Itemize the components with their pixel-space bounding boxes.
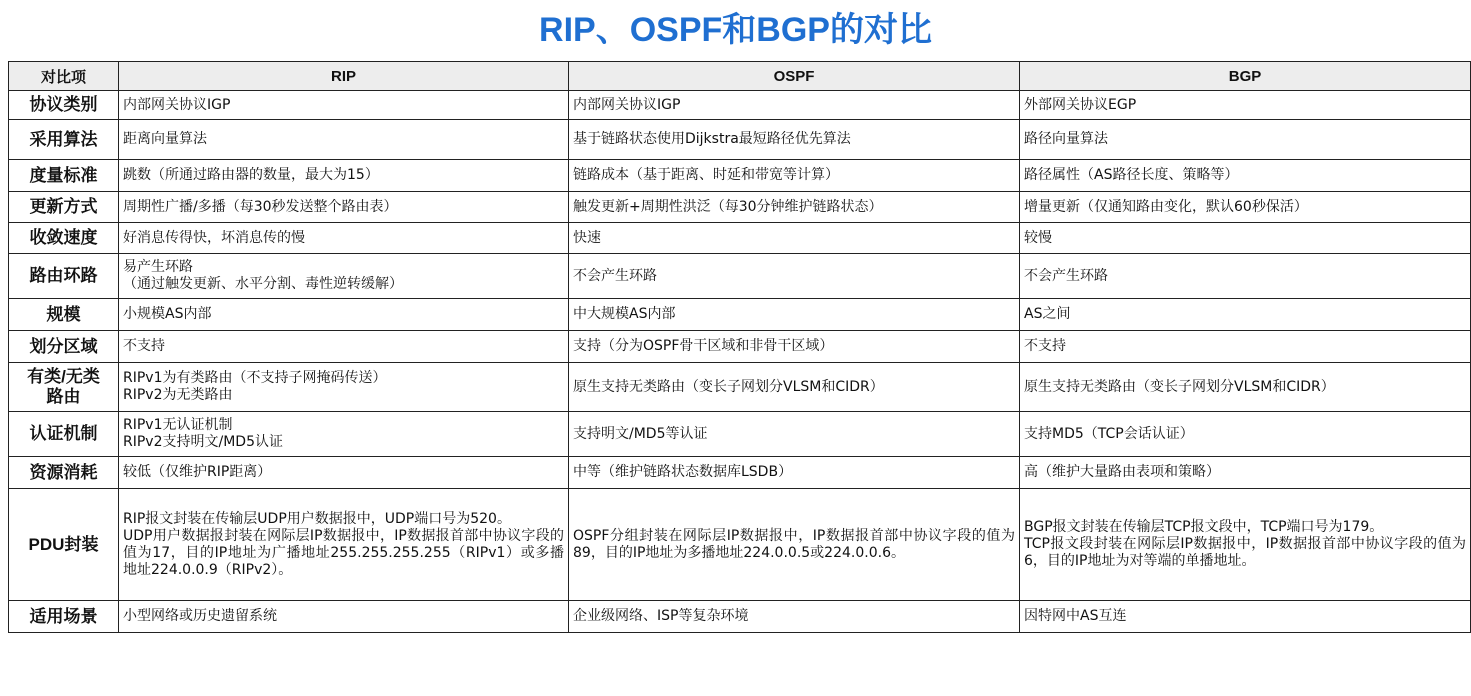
ospf-cell: 触发更新+周期性洪泛（每30分钟维护链路状态） — [569, 192, 1020, 223]
ospf-cell: 不会产生环路 — [569, 254, 1020, 299]
ospf-cell: 企业级网络、ISP等复杂环境 — [569, 601, 1020, 633]
table-row — [9, 363, 1471, 412]
rip-cell: 距离向量算法 — [119, 120, 569, 160]
ospf-cell: 中大规模AS内部 — [569, 299, 1020, 331]
header-item: 对比项 — [9, 62, 119, 91]
bgp-cell: 路径向量算法 — [1020, 120, 1471, 160]
ospf-cell: OSPF分组封装在网际层IP数据报中，IP数据报首部中协议字段的值为89，目的IP地址为多播地址224.0.0.5或224.0.0.6。 — [569, 489, 1020, 601]
header-ospf: OSPF — [569, 62, 1020, 91]
row-label: 收敛速度 — [9, 223, 119, 254]
table-row — [9, 299, 1471, 331]
rip-cell: RIPv1无认证机制 RIPv2支持明文/MD5认证 — [119, 412, 569, 457]
bgp-cell: 较慢 — [1020, 223, 1471, 254]
row-label: 认证机制 — [9, 412, 119, 457]
table-row — [9, 91, 1471, 120]
table-row — [9, 601, 1471, 633]
ospf-cell: 基于链路状态使用Dijkstra最短路径优先算法 — [569, 120, 1020, 160]
bgp-cell: AS之间 — [1020, 299, 1471, 331]
row-label: 采用算法 — [9, 120, 119, 160]
bgp-cell: 高（维护大量路由表项和策略） — [1020, 457, 1471, 489]
ospf-cell: 支持（分为OSPF骨干区域和非骨干区域） — [569, 331, 1020, 363]
bgp-cell: 原生支持无类路由（变长子网划分VLSM和CIDR） — [1020, 363, 1471, 412]
row-label: 更新方式 — [9, 192, 119, 223]
row-label: 度量标准 — [9, 160, 119, 192]
table-row — [9, 489, 1471, 601]
row-label: 路由环路 — [9, 254, 119, 299]
bgp-cell: 不支持 — [1020, 331, 1471, 363]
bgp-cell: BGP报文封装在传输层TCP报文段中，TCP端口号为179。 TCP报文段封装在网际层IP数据报中，IP数据报首部中协议字段的值为6，目的IP地址为对等端的单播地址。 — [1020, 489, 1471, 601]
comparison-table — [8, 61, 1471, 633]
rip-cell: 易产生环路 （通过触发更新、水平分割、毒性逆转缓解） — [119, 254, 569, 299]
ospf-cell: 支持明文/MD5等认证 — [569, 412, 1020, 457]
rip-cell: 内部网关协议IGP — [119, 91, 569, 120]
row-label: 资源消耗 — [9, 457, 119, 489]
row-label: 规模 — [9, 299, 119, 331]
header-rip: RIP — [119, 62, 569, 91]
table-row — [9, 120, 1471, 160]
table-header-row — [9, 62, 1471, 91]
bgp-cell: 因特网中AS互连 — [1020, 601, 1471, 633]
ospf-cell: 内部网关协议IGP — [569, 91, 1020, 120]
ospf-cell: 链路成本（基于距离、时延和带宽等计算） — [569, 160, 1020, 192]
rip-cell: RIPv1为有类路由（不支持子网掩码传送） RIPv2为无类路由 — [119, 363, 569, 412]
ospf-cell: 快速 — [569, 223, 1020, 254]
row-label: 适用场景 — [9, 601, 119, 633]
rip-cell: 好消息传得快，坏消息传的慢 — [119, 223, 569, 254]
bgp-cell: 不会产生环路 — [1020, 254, 1471, 299]
row-label: 划分区域 — [9, 331, 119, 363]
bgp-cell: 增量更新（仅通知路由变化，默认60秒保活） — [1020, 192, 1471, 223]
bgp-cell: 路径属性（AS路径长度、策略等） — [1020, 160, 1471, 192]
table-row — [9, 223, 1471, 254]
rip-cell: 小规模AS内部 — [119, 299, 569, 331]
bgp-cell: 支持MD5（TCP会话认证） — [1020, 412, 1471, 457]
page-title: RIP、OSPF和BGP的对比 — [539, 11, 932, 49]
rip-cell: 周期性广播/多播（每30秒发送整个路由表） — [119, 192, 569, 223]
ospf-cell: 原生支持无类路由（变长子网划分VLSM和CIDR） — [569, 363, 1020, 412]
table-row — [9, 254, 1471, 299]
table-row — [9, 457, 1471, 489]
table-row — [9, 192, 1471, 223]
rip-cell: RIP报文封装在传输层UDP用户数据报中，UDP端口号为520。 UDP用户数据报封装在网际层IP数据报中，IP数据报首部中协议字段的值为17，目的IP地址为广播地址255.255.255.255（RIPv1）或多播地址224.0.0.9（RIPv2）。 — [119, 489, 569, 601]
ospf-cell: 中等（维护链路状态数据库LSDB） — [569, 457, 1020, 489]
table-row — [9, 331, 1471, 363]
row-label: PDU封装 — [9, 489, 119, 601]
header-bgp: BGP — [1020, 62, 1471, 91]
table-row — [9, 160, 1471, 192]
row-label: 有类/无类 路由 — [9, 363, 119, 412]
rip-cell: 小型网络或历史遗留系统 — [119, 601, 569, 633]
bgp-cell: 外部网关协议EGP — [1020, 91, 1471, 120]
rip-cell: 不支持 — [119, 331, 569, 363]
row-label: 协议类别 — [9, 91, 119, 120]
rip-cell: 较低（仅维护RIP距离） — [119, 457, 569, 489]
table-row — [9, 412, 1471, 457]
rip-cell: 跳数（所通过路由器的数量，最大为15） — [119, 160, 569, 192]
